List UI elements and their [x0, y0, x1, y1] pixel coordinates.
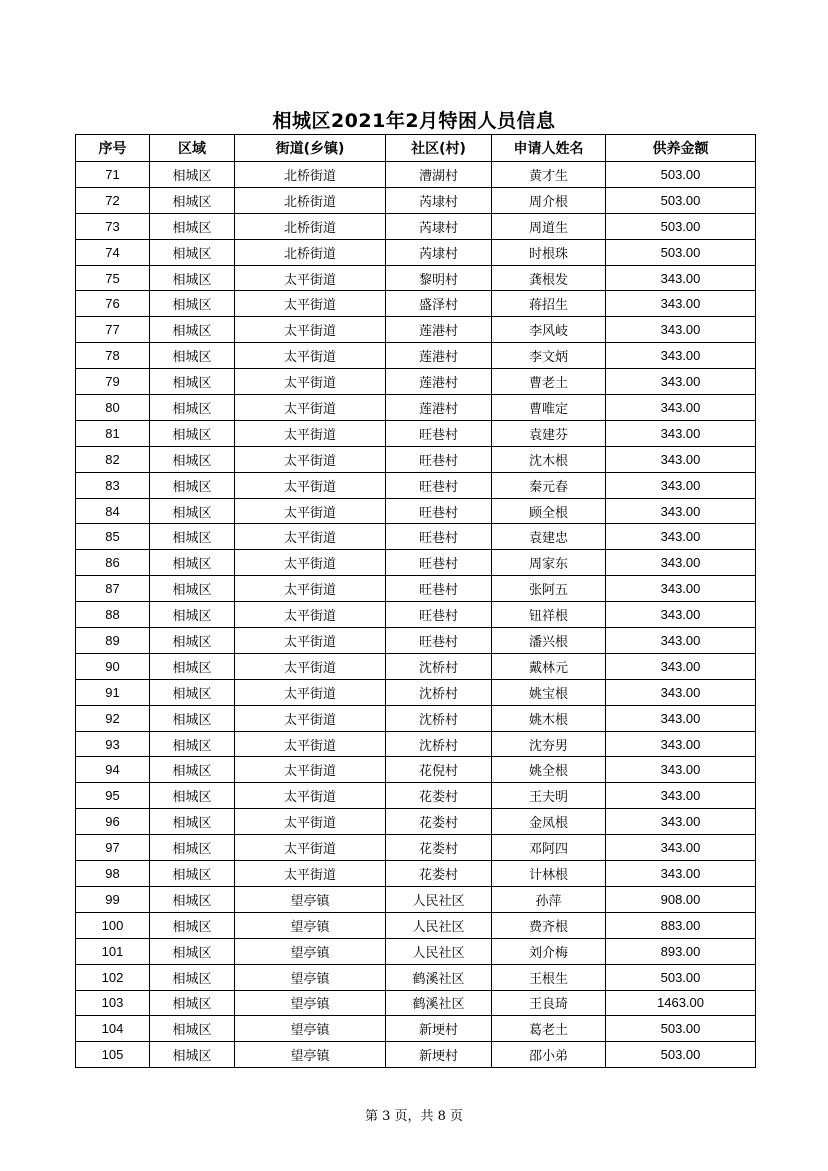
- cell-serial: 91: [76, 679, 150, 705]
- cell-district: 相城区: [150, 861, 235, 887]
- cell-serial: 97: [76, 835, 150, 861]
- cell-community: 鹤溪社区: [386, 964, 492, 990]
- cell-serial: 75: [76, 265, 150, 291]
- cell-amount: 343.00: [606, 472, 756, 498]
- cell-street: 太平街道: [235, 524, 386, 550]
- cell-community: 花娄村: [386, 861, 492, 887]
- cell-applicant-name: 钮祥根: [492, 602, 606, 628]
- cell-applicant-name: 刘介梅: [492, 938, 606, 964]
- cell-applicant-name: 费齐根: [492, 912, 606, 938]
- cell-street: 太平街道: [235, 472, 386, 498]
- cell-amount: 343.00: [606, 783, 756, 809]
- table-row: [76, 369, 756, 395]
- cell-amount: 343.00: [606, 343, 756, 369]
- cell-serial: 99: [76, 886, 150, 912]
- cell-amount: 343.00: [606, 628, 756, 654]
- cell-applicant-name: 周介根: [492, 187, 606, 213]
- header-applicant-name: 申请人姓名: [492, 135, 606, 162]
- cell-street: 太平街道: [235, 446, 386, 472]
- cell-amount: 893.00: [606, 938, 756, 964]
- cell-street: 太平街道: [235, 679, 386, 705]
- cell-serial: 94: [76, 757, 150, 783]
- cell-amount: 343.00: [606, 576, 756, 602]
- cell-amount: 1463.00: [606, 990, 756, 1016]
- cell-district: 相城区: [150, 265, 235, 291]
- cell-applicant-name: 邓阿四: [492, 835, 606, 861]
- cell-serial: 96: [76, 809, 150, 835]
- table-row: [76, 628, 756, 654]
- table-row: [76, 265, 756, 291]
- cell-district: 相城区: [150, 757, 235, 783]
- cell-serial: 72: [76, 187, 150, 213]
- cell-serial: 76: [76, 291, 150, 317]
- cell-serial: 88: [76, 602, 150, 628]
- cell-community: 沈桥村: [386, 705, 492, 731]
- cell-applicant-name: 袁建芬: [492, 420, 606, 446]
- cell-amount: 343.00: [606, 317, 756, 343]
- cell-street: 太平街道: [235, 265, 386, 291]
- cell-street: 太平街道: [235, 628, 386, 654]
- table-row: [76, 757, 756, 783]
- cell-amount: 883.00: [606, 912, 756, 938]
- cell-serial: 85: [76, 524, 150, 550]
- cell-district: 相城区: [150, 524, 235, 550]
- cell-amount: 343.00: [606, 653, 756, 679]
- cell-community: 莲港村: [386, 369, 492, 395]
- cell-applicant-name: 王夫明: [492, 783, 606, 809]
- table-row: [76, 550, 756, 576]
- cell-street: 望亭镇: [235, 886, 386, 912]
- cell-amount: 343.00: [606, 757, 756, 783]
- cell-community: 新埂村: [386, 1042, 492, 1068]
- cell-serial: 90: [76, 653, 150, 679]
- cell-district: 相城区: [150, 990, 235, 1016]
- cell-district: 相城区: [150, 576, 235, 602]
- cell-community: 花娄村: [386, 809, 492, 835]
- cell-street: 望亭镇: [235, 1016, 386, 1042]
- cell-street: 太平街道: [235, 653, 386, 679]
- cell-district: 相城区: [150, 783, 235, 809]
- table-row: [76, 602, 756, 628]
- table-row: [76, 420, 756, 446]
- table-row: [76, 990, 756, 1016]
- cell-amount: 343.00: [606, 679, 756, 705]
- cell-street: 北桥街道: [235, 239, 386, 265]
- cell-street: 太平街道: [235, 757, 386, 783]
- cell-serial: 92: [76, 705, 150, 731]
- header-amount: 供养金额: [606, 135, 756, 162]
- cell-community: 旺巷村: [386, 446, 492, 472]
- cell-street: 望亭镇: [235, 912, 386, 938]
- cell-amount: 503.00: [606, 964, 756, 990]
- cell-applicant-name: 戴林元: [492, 653, 606, 679]
- cell-district: 相城区: [150, 550, 235, 576]
- cell-district: 相城区: [150, 472, 235, 498]
- table-row: [76, 835, 756, 861]
- cell-street: 太平街道: [235, 395, 386, 421]
- table-row: [76, 938, 756, 964]
- table-row: [76, 524, 756, 550]
- cell-community: 莲港村: [386, 317, 492, 343]
- cell-community: 莲港村: [386, 343, 492, 369]
- table-row: [76, 679, 756, 705]
- cell-amount: 908.00: [606, 886, 756, 912]
- cell-applicant-name: 袁建忠: [492, 524, 606, 550]
- cell-serial: 74: [76, 239, 150, 265]
- cell-community: 芮埭村: [386, 239, 492, 265]
- table-row: [76, 886, 756, 912]
- cell-serial: 103: [76, 990, 150, 1016]
- cell-community: 盛泽村: [386, 291, 492, 317]
- cell-district: 相城区: [150, 835, 235, 861]
- cell-amount: 343.00: [606, 731, 756, 757]
- cell-community: 人民社区: [386, 938, 492, 964]
- cell-amount: 343.00: [606, 420, 756, 446]
- header-district: 区域: [150, 135, 235, 162]
- cell-district: 相城区: [150, 239, 235, 265]
- cell-amount: 503.00: [606, 162, 756, 188]
- table-header-row: [76, 135, 756, 162]
- cell-district: 相城区: [150, 343, 235, 369]
- cell-applicant-name: 姚木根: [492, 705, 606, 731]
- cell-applicant-name: 曹老土: [492, 369, 606, 395]
- cell-community: 旺巷村: [386, 472, 492, 498]
- cell-street: 太平街道: [235, 498, 386, 524]
- cell-district: 相城区: [150, 162, 235, 188]
- table-row: [76, 187, 756, 213]
- cell-district: 相城区: [150, 213, 235, 239]
- cell-amount: 343.00: [606, 395, 756, 421]
- cell-serial: 81: [76, 420, 150, 446]
- cell-district: 相城区: [150, 395, 235, 421]
- table-row: [76, 1042, 756, 1068]
- cell-serial: 104: [76, 1016, 150, 1042]
- cell-serial: 77: [76, 317, 150, 343]
- cell-community: 沈桥村: [386, 679, 492, 705]
- cell-applicant-name: 黄才生: [492, 162, 606, 188]
- cell-district: 相城区: [150, 1042, 235, 1068]
- cell-district: 相城区: [150, 886, 235, 912]
- cell-amount: 503.00: [606, 213, 756, 239]
- table-row: [76, 912, 756, 938]
- cell-street: 北桥街道: [235, 162, 386, 188]
- cell-street: 太平街道: [235, 783, 386, 809]
- cell-applicant-name: 龚根发: [492, 265, 606, 291]
- header-serial: 序号: [76, 135, 150, 162]
- cell-serial: 93: [76, 731, 150, 757]
- cell-amount: 503.00: [606, 239, 756, 265]
- table-row: [76, 162, 756, 188]
- cell-serial: 89: [76, 628, 150, 654]
- cell-serial: 86: [76, 550, 150, 576]
- cell-serial: 78: [76, 343, 150, 369]
- cell-street: 太平街道: [235, 369, 386, 395]
- cell-amount: 343.00: [606, 498, 756, 524]
- cell-applicant-name: 曹唯定: [492, 395, 606, 421]
- cell-community: 花娄村: [386, 783, 492, 809]
- cell-street: 望亭镇: [235, 938, 386, 964]
- cell-applicant-name: 时根珠: [492, 239, 606, 265]
- cell-community: 新埂村: [386, 1016, 492, 1042]
- cell-applicant-name: 王根生: [492, 964, 606, 990]
- cell-community: 旺巷村: [386, 420, 492, 446]
- table-row: [76, 317, 756, 343]
- cell-community: 鹤溪社区: [386, 990, 492, 1016]
- cell-amount: 343.00: [606, 835, 756, 861]
- cell-serial: 87: [76, 576, 150, 602]
- cell-applicant-name: 张阿五: [492, 576, 606, 602]
- cell-serial: 105: [76, 1042, 150, 1068]
- cell-street: 太平街道: [235, 317, 386, 343]
- cell-amount: 343.00: [606, 809, 756, 835]
- cell-amount: 343.00: [606, 369, 756, 395]
- cell-street: 望亭镇: [235, 964, 386, 990]
- table-row: [76, 446, 756, 472]
- cell-community: 旺巷村: [386, 524, 492, 550]
- cell-community: 旺巷村: [386, 628, 492, 654]
- table-row: [76, 472, 756, 498]
- cell-community: 旺巷村: [386, 498, 492, 524]
- cell-community: 人民社区: [386, 912, 492, 938]
- cell-street: 北桥街道: [235, 187, 386, 213]
- table-row: [76, 809, 756, 835]
- page-footer: 第 3 页，共 8 页: [364, 1109, 464, 1124]
- cell-applicant-name: 李文炳: [492, 343, 606, 369]
- data-table: [75, 134, 756, 1068]
- table-row: [76, 705, 756, 731]
- table-row: [76, 653, 756, 679]
- cell-amount: 503.00: [606, 187, 756, 213]
- cell-district: 相城区: [150, 602, 235, 628]
- cell-amount: 503.00: [606, 1016, 756, 1042]
- header-community: 社区(村): [386, 135, 492, 162]
- cell-district: 相城区: [150, 912, 235, 938]
- cell-district: 相城区: [150, 653, 235, 679]
- cell-district: 相城区: [150, 705, 235, 731]
- cell-district: 相城区: [150, 187, 235, 213]
- table-row: [76, 964, 756, 990]
- cell-street: 太平街道: [235, 861, 386, 887]
- cell-serial: 102: [76, 964, 150, 990]
- cell-applicant-name: 王良琦: [492, 990, 606, 1016]
- cell-applicant-name: 沈夯男: [492, 731, 606, 757]
- cell-street: 太平街道: [235, 835, 386, 861]
- cell-community: 漕湖村: [386, 162, 492, 188]
- cell-amount: 343.00: [606, 861, 756, 887]
- cell-applicant-name: 沈木根: [492, 446, 606, 472]
- cell-applicant-name: 秦元春: [492, 472, 606, 498]
- cell-amount: 343.00: [606, 446, 756, 472]
- cell-serial: 82: [76, 446, 150, 472]
- cell-district: 相城区: [150, 628, 235, 654]
- table-row: [76, 783, 756, 809]
- cell-community: 莲港村: [386, 395, 492, 421]
- cell-district: 相城区: [150, 498, 235, 524]
- cell-community: 人民社区: [386, 886, 492, 912]
- cell-community: 旺巷村: [386, 550, 492, 576]
- cell-amount: 343.00: [606, 524, 756, 550]
- cell-serial: 95: [76, 783, 150, 809]
- cell-district: 相城区: [150, 446, 235, 472]
- cell-applicant-name: 李风岐: [492, 317, 606, 343]
- table-row: [76, 213, 756, 239]
- cell-street: 望亭镇: [235, 1042, 386, 1068]
- cell-applicant-name: 计林根: [492, 861, 606, 887]
- table-row: [76, 395, 756, 421]
- table-row: [76, 731, 756, 757]
- cell-district: 相城区: [150, 938, 235, 964]
- cell-district: 相城区: [150, 731, 235, 757]
- table-row: [76, 239, 756, 265]
- cell-applicant-name: 孙萍: [492, 886, 606, 912]
- cell-applicant-name: 金凤根: [492, 809, 606, 835]
- cell-serial: 100: [76, 912, 150, 938]
- table-row: [76, 1016, 756, 1042]
- cell-amount: 503.00: [606, 1042, 756, 1068]
- cell-amount: 343.00: [606, 550, 756, 576]
- table-row: [76, 291, 756, 317]
- cell-street: 太平街道: [235, 550, 386, 576]
- cell-community: 黎明村: [386, 265, 492, 291]
- cell-applicant-name: 葛老土: [492, 1016, 606, 1042]
- cell-community: 芮埭村: [386, 187, 492, 213]
- cell-street: 太平街道: [235, 705, 386, 731]
- table-row: [76, 343, 756, 369]
- cell-amount: 343.00: [606, 291, 756, 317]
- cell-serial: 83: [76, 472, 150, 498]
- cell-street: 望亭镇: [235, 990, 386, 1016]
- cell-community: 旺巷村: [386, 576, 492, 602]
- cell-applicant-name: 姚宝根: [492, 679, 606, 705]
- cell-district: 相城区: [150, 1016, 235, 1042]
- cell-street: 太平街道: [235, 291, 386, 317]
- cell-applicant-name: 周家东: [492, 550, 606, 576]
- cell-district: 相城区: [150, 291, 235, 317]
- cell-amount: 343.00: [606, 602, 756, 628]
- cell-district: 相城区: [150, 369, 235, 395]
- cell-street: 太平街道: [235, 809, 386, 835]
- page-title: 相城区2021年2月特困人员信息: [272, 110, 556, 132]
- cell-street: 太平街道: [235, 731, 386, 757]
- cell-community: 花娄村: [386, 835, 492, 861]
- cell-street: 太平街道: [235, 343, 386, 369]
- cell-district: 相城区: [150, 317, 235, 343]
- cell-district: 相城区: [150, 964, 235, 990]
- table-row: [76, 861, 756, 887]
- cell-community: 沈桥村: [386, 653, 492, 679]
- cell-amount: 343.00: [606, 265, 756, 291]
- cell-street: 太平街道: [235, 420, 386, 446]
- cell-serial: 71: [76, 162, 150, 188]
- cell-applicant-name: 邵小弟: [492, 1042, 606, 1068]
- cell-district: 相城区: [150, 809, 235, 835]
- cell-serial: 98: [76, 861, 150, 887]
- cell-district: 相城区: [150, 420, 235, 446]
- table-row: [76, 498, 756, 524]
- table-row: [76, 576, 756, 602]
- cell-applicant-name: 周道生: [492, 213, 606, 239]
- cell-street: 北桥街道: [235, 213, 386, 239]
- cell-street: 太平街道: [235, 576, 386, 602]
- cell-district: 相城区: [150, 679, 235, 705]
- cell-street: 太平街道: [235, 602, 386, 628]
- cell-amount: 343.00: [606, 705, 756, 731]
- cell-community: 沈桥村: [386, 731, 492, 757]
- cell-serial: 84: [76, 498, 150, 524]
- cell-serial: 73: [76, 213, 150, 239]
- cell-serial: 101: [76, 938, 150, 964]
- cell-applicant-name: 顾全根: [492, 498, 606, 524]
- cell-community: 花倪村: [386, 757, 492, 783]
- cell-applicant-name: 潘兴根: [492, 628, 606, 654]
- cell-community: 旺巷村: [386, 602, 492, 628]
- cell-serial: 80: [76, 395, 150, 421]
- cell-serial: 79: [76, 369, 150, 395]
- cell-community: 芮埭村: [386, 213, 492, 239]
- cell-applicant-name: 蒋招生: [492, 291, 606, 317]
- header-street: 街道(乡镇): [235, 135, 386, 162]
- cell-applicant-name: 姚全根: [492, 757, 606, 783]
